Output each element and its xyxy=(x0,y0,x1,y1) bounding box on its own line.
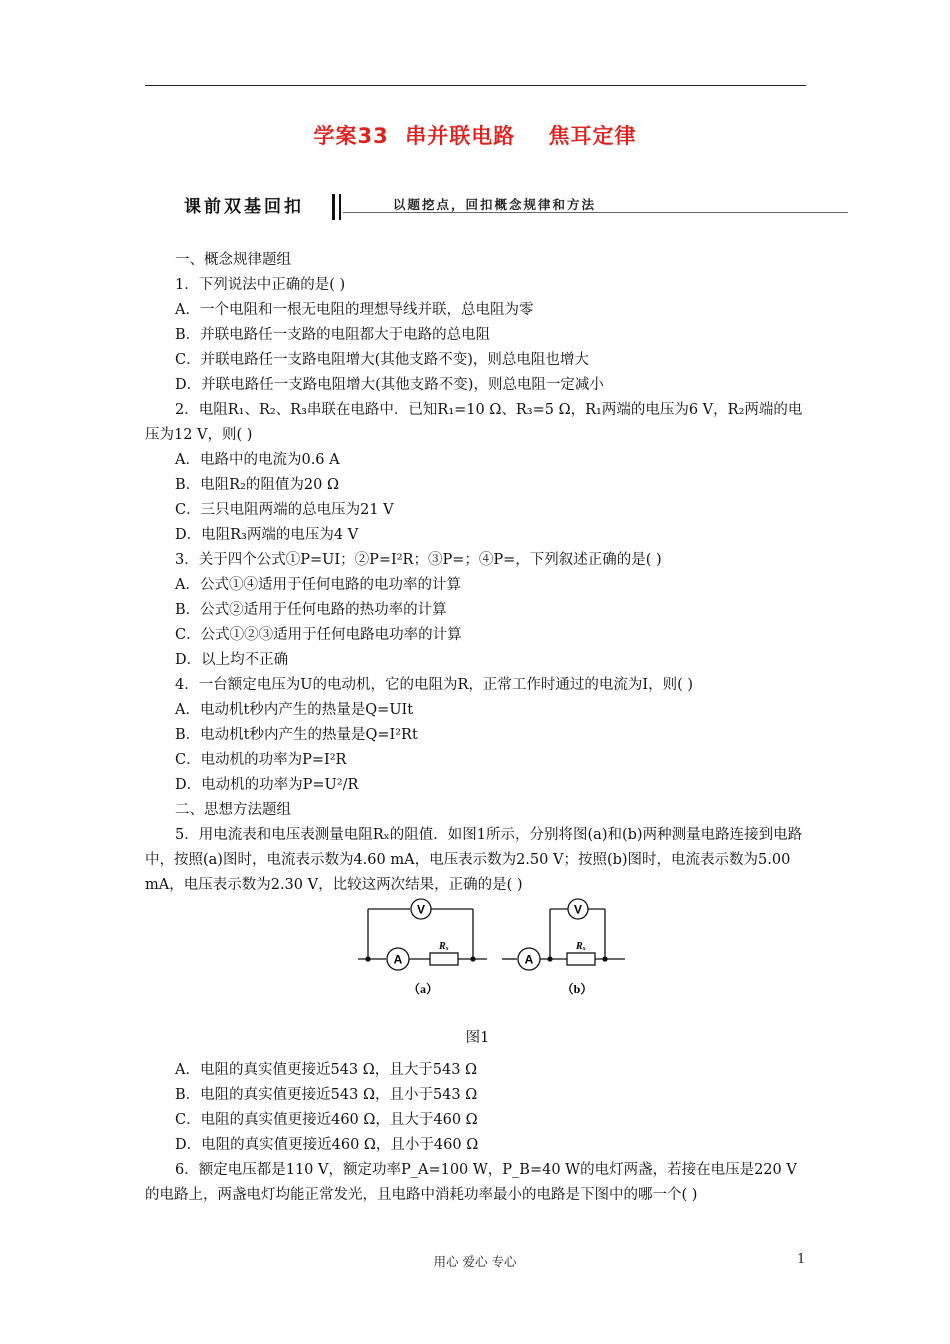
option: C．公式①②③适用于任何电路电功率的计算 xyxy=(175,627,462,643)
option: D．并联电路任一支路电阻增大(其他支路不变)，则总电阻一定减小 xyxy=(175,377,604,393)
option: B．公式②适用于任何电路的热功率的计算 xyxy=(175,602,447,618)
ammeter-label-b: A xyxy=(524,952,534,967)
group-heading: 一、概念规律题组 xyxy=(175,252,291,268)
figure-caption: 图1 xyxy=(465,1030,490,1046)
figure-label-b: （b） xyxy=(561,982,593,996)
voltmeter-label-b: V xyxy=(573,902,583,917)
question-stem: 6．额定电压都是110 V，额定功率P_A=100 W，P_B=40 W的电灯两盏，若接在电压是220 V的电路上，两盏电灯均能正常发光，且电路中消耗功率最小的电路是下图中的哪一个( ) xyxy=(145,1162,797,1203)
question-stem: 5．用电流表和电压表测量电阻Rₓ的阻值．如图1所示，分别将图(a)和(b)两种测量电路连接到电路中，按照(a)图时，电流表示数为4.60 mA，电压表示数为2.50 V；按照(b)图时，电流表示数为5.00 mA，电压表示数为2.30 V，比较这两次结果，正确的是( ) xyxy=(145,827,803,893)
banner-divider xyxy=(332,194,335,220)
option: D．电阻的真实值更接近460 Ω，且小于460 Ω xyxy=(175,1137,479,1153)
circuit-figure xyxy=(145,898,810,1018)
question-stem: 1．下列说法中正确的是( ) xyxy=(175,277,346,293)
option: A．公式①④适用于任何电路的电功率的计算 xyxy=(175,577,461,593)
banner-main: 课前双基回扣 xyxy=(184,197,304,217)
option: C．并联电路任一支路电阻增大(其他支路不变)，则总电阻也增大 xyxy=(175,352,589,368)
option: C．电动机的功率为P=I²R xyxy=(175,752,347,768)
question-stem: 2．电阻R₁、R₂、R₃串联在电路中．已知R₁=10 Ω、R₃=5 Ω，R₁两端的电压为6 V，R₂两端的电压为12 V，则( ) xyxy=(145,402,803,443)
document-body xyxy=(145,248,810,1208)
figure-label-a: （a） xyxy=(407,982,439,996)
option: D．以上均不正确 xyxy=(175,652,289,668)
ammeter-label-a: A xyxy=(393,952,403,967)
option: D．电动机的功率为P=U²/R xyxy=(175,777,359,793)
circuit-b xyxy=(502,899,625,970)
page-title: 学案33 串并联电路 焦耳定律 xyxy=(313,124,637,148)
option: B．电动机t秒内产生的热量是Q=I²Rt xyxy=(175,727,418,743)
option: A．一个电阻和一根无电阻的理想导线并联，总电阻为零 xyxy=(175,302,534,318)
question-stem: 4．一台额定电压为U的电动机，它的电阻为R，正常工作时通过的电流为I，则( ) xyxy=(175,677,694,693)
section-banner xyxy=(180,190,848,226)
option: A．电阻的真实值更接近543 Ω，且大于543 Ω xyxy=(175,1062,478,1078)
option: B．电阻的真实值更接近543 Ω，且小于543 Ω xyxy=(175,1087,478,1103)
option: C．电阻的真实值更接近460 Ω，且大于460 Ω xyxy=(175,1112,478,1128)
resistor-label-b: Rₓ xyxy=(575,941,587,952)
top-rule xyxy=(145,85,806,86)
page-footer: 用心 爱心 专心 xyxy=(433,1254,517,1269)
banner-divider-thin xyxy=(339,194,341,220)
question-stem: 3．关于四个公式①P=UI；②P=I²R；③P=；④P=，下列叙述正确的是( ) xyxy=(175,552,662,568)
group-heading: 二、思想方法题组 xyxy=(175,802,291,818)
page-number: 1 xyxy=(797,1252,806,1267)
circuit-diagrams xyxy=(145,898,810,1018)
voltmeter-label-a: V xyxy=(416,902,426,917)
banner-subtitle: 以题挖点，回扣概念规律和方法 xyxy=(393,197,597,212)
option: C．三只电阻两端的总电压为21 V xyxy=(175,502,394,518)
option: B．电阻R₂的阻值为20 Ω xyxy=(175,477,339,493)
resistor-label-a: Rₓ xyxy=(438,941,450,952)
option: D．电阻R₃两端的电压为4 V xyxy=(175,527,359,543)
option: B．并联电路任一支路的电阻都大于电路的总电阻 xyxy=(175,327,491,343)
option: A．电路中的电流为0.6 A xyxy=(175,452,340,468)
option: A．电动机t秒内产生的热量是Q=UIt xyxy=(175,702,414,718)
